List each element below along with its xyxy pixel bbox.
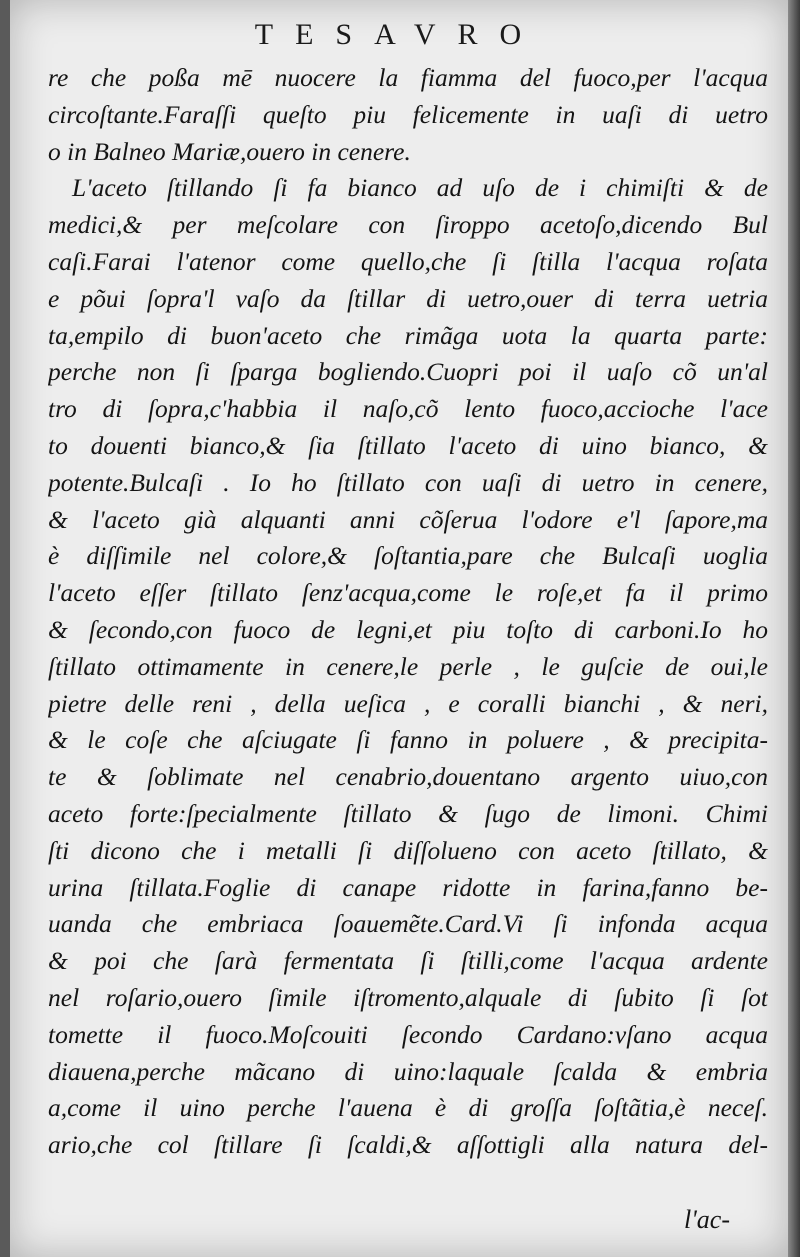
- text-line: caſi.Farai l'atenor come quello,che ſi ſtilla l'acqua roſata: [48, 246, 768, 276]
- text-line: L'aceto ſtillando ſi fa bianco ad uſo de i chimiſti & de: [72, 173, 768, 203]
- page-edge: [788, 0, 800, 1257]
- text-line: aceto forte:ſpecialmente ſtillato & ſugo de limoni. Chimi: [48, 798, 768, 828]
- body-text: [48, 60, 768, 1164]
- text-line: tomette il fuoco.Moſcouiti ſecondo Cardano:vſano acqua: [48, 1019, 768, 1049]
- text-line: l'aceto eſſer ſtillato ſenz'acqua,come le roſe,et fa il primo: [48, 578, 768, 608]
- text-line: & l'aceto già alquanti anni cõſerua l'odore e'l ſapore,ma: [48, 504, 768, 534]
- text-line: medici,& per meſcolare con ſiroppo acetoſo,dicendo Bul: [48, 210, 768, 240]
- text-line: potente.Bulcaſi . Io ho ſtillato con uaſi di uetro in cenere,: [48, 467, 768, 497]
- text-line: è diſſimile nel colore,& ſoſtantia,pare che Bulcaſi uoglia: [48, 541, 768, 571]
- text-line: ario,che col ſtillare ſi ſcaldi,& aſſottigli alla natura del-: [48, 1130, 768, 1160]
- text-line: & poi che ſarà fermentata ſi ſtilli,come l'acqua ardente: [48, 946, 768, 976]
- text-line: re che poßa mē nuocere la fiamma del fuoco,per l'acqua: [48, 63, 768, 92]
- text-line: urina ſtillata.Foglie di canape ridotte in farina,fanno be-: [48, 872, 768, 902]
- text-line: ſti dicono che i metalli ſi diſſolueno con aceto ſtillato, &: [48, 835, 768, 865]
- text-line: a,come il uino perche l'auena è di groſſa ſoſtãtia,è neceſ.: [48, 1093, 768, 1123]
- text-line: & le coſe che aſciugate ſi fanno in poluere , & precipita-: [48, 725, 768, 755]
- text-line: diauena,perche mãcano di uino:laquale ſcalda & embria: [48, 1056, 768, 1086]
- text-line: nel roſario,ouero ſimile iſtromento,alquale di ſubito ſi ſot: [48, 982, 768, 1012]
- text-line: pietre delle reni , della ueſica , e coralli bianchi , & neri,: [48, 688, 768, 718]
- text-line: e põui ſopra'l vaſo da ſtillar di uetro,ouer di terra uetria: [48, 283, 768, 313]
- text-line: perche non ſi ſparga bogliendo.Cuopri poi il uaſo cõ un'al: [48, 357, 768, 387]
- text-line: o in Balneo Mariæ,ouero in cenere.: [48, 136, 411, 166]
- text-line: te & ſoblimate nel cenabrio,douentano argento uiuo,con: [48, 762, 768, 792]
- text-line: ta,empilo di buon'aceto che rimãga uota la quarta parte:: [48, 320, 768, 350]
- text-line: to douenti bianco,& ſia ſtillato l'aceto di uino bianco, &: [48, 430, 768, 460]
- book-page: [10, 0, 788, 1257]
- text-line: & ſecondo,con fuoco de legni,et piu toſto di carboni.Io ho: [48, 614, 768, 644]
- running-head: TESAVRO: [254, 18, 544, 51]
- text-line: tro di ſopra,c'habbia il naſo,cõ lento fuoco,accioche l'ace: [48, 394, 768, 424]
- text-line: uanda che embriaca ſoauemẽte.Card.Vi ſi infonda acqua: [48, 909, 768, 939]
- catchword: l'ac-: [684, 1205, 730, 1234]
- text-line: circoſtante.Faraſſi queſto piu felicemente in uaſi di uetro: [48, 99, 768, 129]
- text-line: ſtillato ottimamente in cenere,le perle , le guſcie de oui,le: [48, 651, 768, 681]
